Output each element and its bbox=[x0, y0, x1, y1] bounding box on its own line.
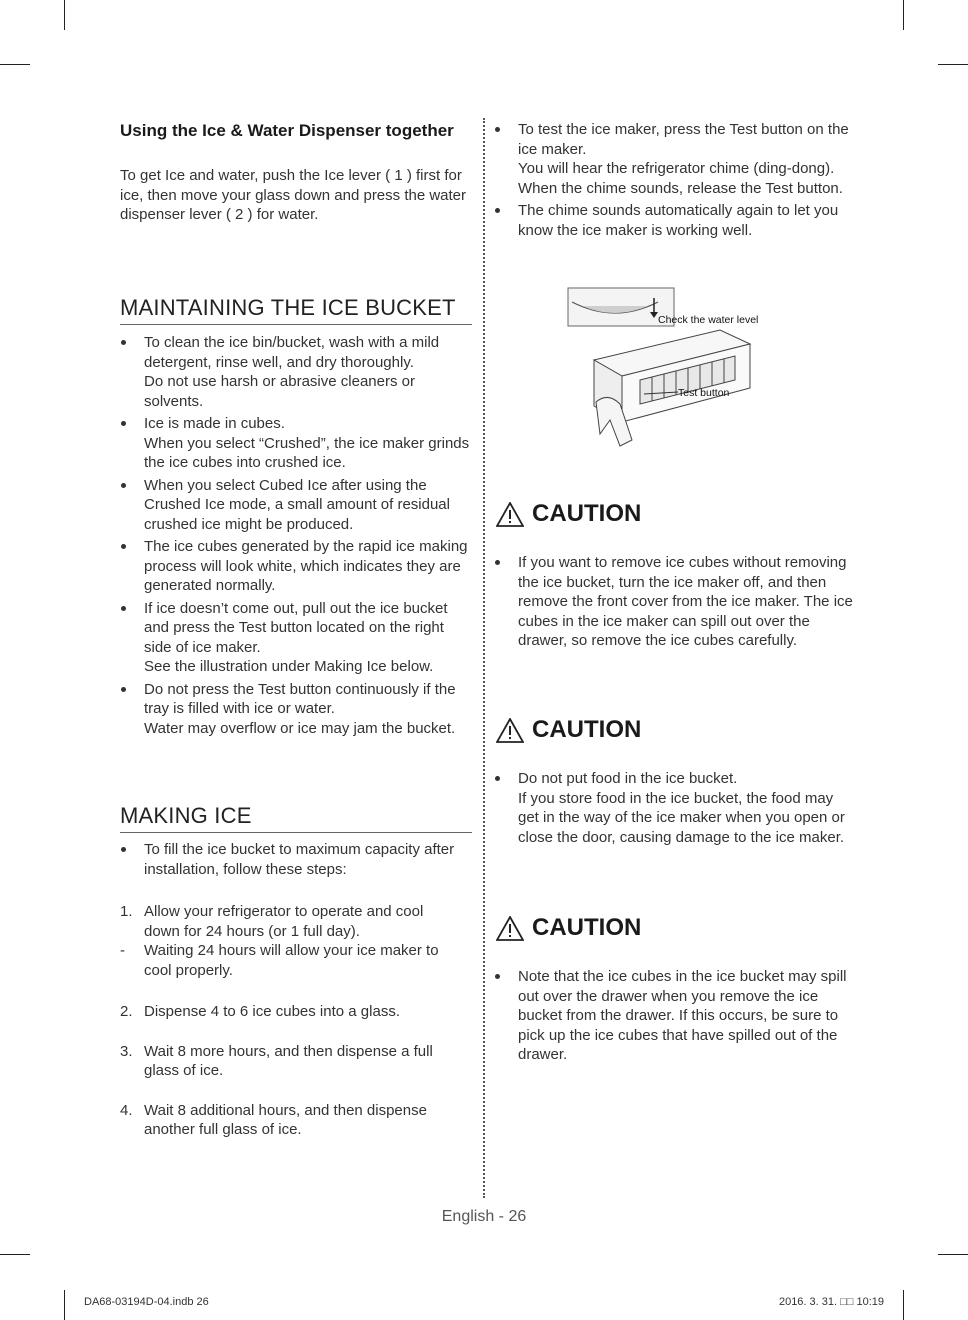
list-item: The ice cubes generated by the rapid ice making process will look white, which indicates they are generated normally. bbox=[120, 537, 472, 596]
making-ice-steps bbox=[120, 902, 460, 1140]
maintaining-list bbox=[120, 333, 472, 741]
crop-mark bbox=[903, 0, 904, 30]
caution-heading: CAUTION bbox=[496, 914, 641, 942]
step-item: 2. Dispense 4 to 6 ice cubes into a glass. bbox=[120, 1003, 400, 1020]
step-item: 3. Wait 8 more hours, and then dispense a full glass of ice. bbox=[120, 1042, 433, 1079]
crop-mark bbox=[903, 1290, 904, 1320]
step-item: 4. Wait 8 additional hours, and then dispense another full glass of ice. bbox=[120, 1101, 427, 1138]
step-item: - Waiting 24 hours will allow your ice maker to cool properly. bbox=[120, 942, 439, 979]
ice-maker-illustration bbox=[560, 284, 800, 454]
caution-list bbox=[494, 769, 854, 850]
test-button-label: Test button bbox=[678, 387, 730, 399]
list-item: To clean the ice bin/bucket, wash with a mild detergent, rinse well, and dry thoroughly. Do not use harsh or abrasive cleaners or solvents. bbox=[120, 333, 472, 411]
step-item: 1. Allow your refrigerator to operate and cool down for 24 hours (or 1 full day). bbox=[120, 903, 424, 940]
crop-mark bbox=[938, 64, 968, 65]
crop-mark bbox=[64, 0, 65, 30]
list-item: Ice is made in cubes. When you select “Crushed”, the ice maker grinds the ice cubes into crushed ice. bbox=[120, 414, 472, 473]
caution-list bbox=[494, 553, 854, 654]
section-rule bbox=[120, 832, 472, 833]
crop-mark bbox=[0, 64, 30, 65]
making-ice-heading: MAKING ICE bbox=[120, 803, 252, 828]
list-item: To fill the ice bucket to maximum capacity after installation, follow these steps: bbox=[120, 840, 472, 879]
warning-triangle-icon bbox=[496, 502, 524, 527]
list-item: When you select Cubed Ice after using the Crushed Ice mode, a small amount of residual crushed ice might be produced. bbox=[120, 476, 472, 535]
list-item: Do not press the Test button continuously if the tray is filled with ice or water. Water may overflow or ice may jam the bucket. bbox=[120, 680, 472, 739]
crop-mark bbox=[64, 1290, 65, 1320]
print-timestamp: 2016. 3. 31. □□ 10:19 bbox=[778, 1296, 884, 1308]
caution-list bbox=[494, 967, 854, 1068]
together-heading: Using the Ice & Water Dispenser together bbox=[120, 121, 454, 140]
test-list bbox=[494, 120, 854, 243]
maintaining-heading: MAINTAINING THE ICE BUCKET bbox=[120, 295, 456, 320]
column-divider bbox=[483, 118, 485, 1198]
list-item: If you want to remove ice cubes without removing the ice bucket, turn the ice maker off, and then remove the front cover from the ice maker. The ice cubes in the ice maker can spill out over the drawer, so remove the ice cubes carefully. bbox=[494, 553, 854, 651]
list-item: To test the ice maker, press the Test button on the ice maker. You will hear the refrigerator chime (ding-dong). When the chime sounds, release the Test button. bbox=[494, 120, 854, 198]
caution-heading: CAUTION bbox=[496, 716, 641, 744]
page-number: English - 26 bbox=[441, 1208, 527, 1225]
list-item: If ice doesn’t come out, pull out the ice bucket and press the Test button located on the right side of ice maker. See the illustration under Making Ice below. bbox=[120, 599, 472, 677]
water-level-label: Check the water level bbox=[658, 314, 759, 326]
list-item: Note that the ice cubes in the ice bucket may spill out over the drawer when you remove the ice bucket from the drawer. If this occurs, be sure to pick up the ice cubes that have spilled out of the drawer. bbox=[494, 967, 854, 1065]
section-rule bbox=[120, 324, 472, 325]
together-paragraph: To get Ice and water, push the Ice lever ( 1 ) first for ice, then move your glass down and press the water dispenser lever ( 2 ) for water. bbox=[120, 167, 467, 223]
print-file-info: DA68-03194D-04.indb 26 bbox=[84, 1296, 209, 1308]
caution-heading: CAUTION bbox=[496, 500, 641, 528]
list-item: The chime sounds automatically again to let you know the ice maker is working well. bbox=[494, 201, 854, 240]
warning-triangle-icon bbox=[496, 718, 524, 743]
list-item: Do not put food in the ice bucket. If you store food in the ice bucket, the food may get in the way of the ice maker when you open or close the door, causing damage to the ice maker. bbox=[494, 769, 854, 847]
warning-triangle-icon bbox=[496, 916, 524, 941]
crop-mark bbox=[938, 1254, 968, 1255]
making-ice-list bbox=[120, 840, 472, 882]
crop-mark bbox=[0, 1254, 30, 1255]
